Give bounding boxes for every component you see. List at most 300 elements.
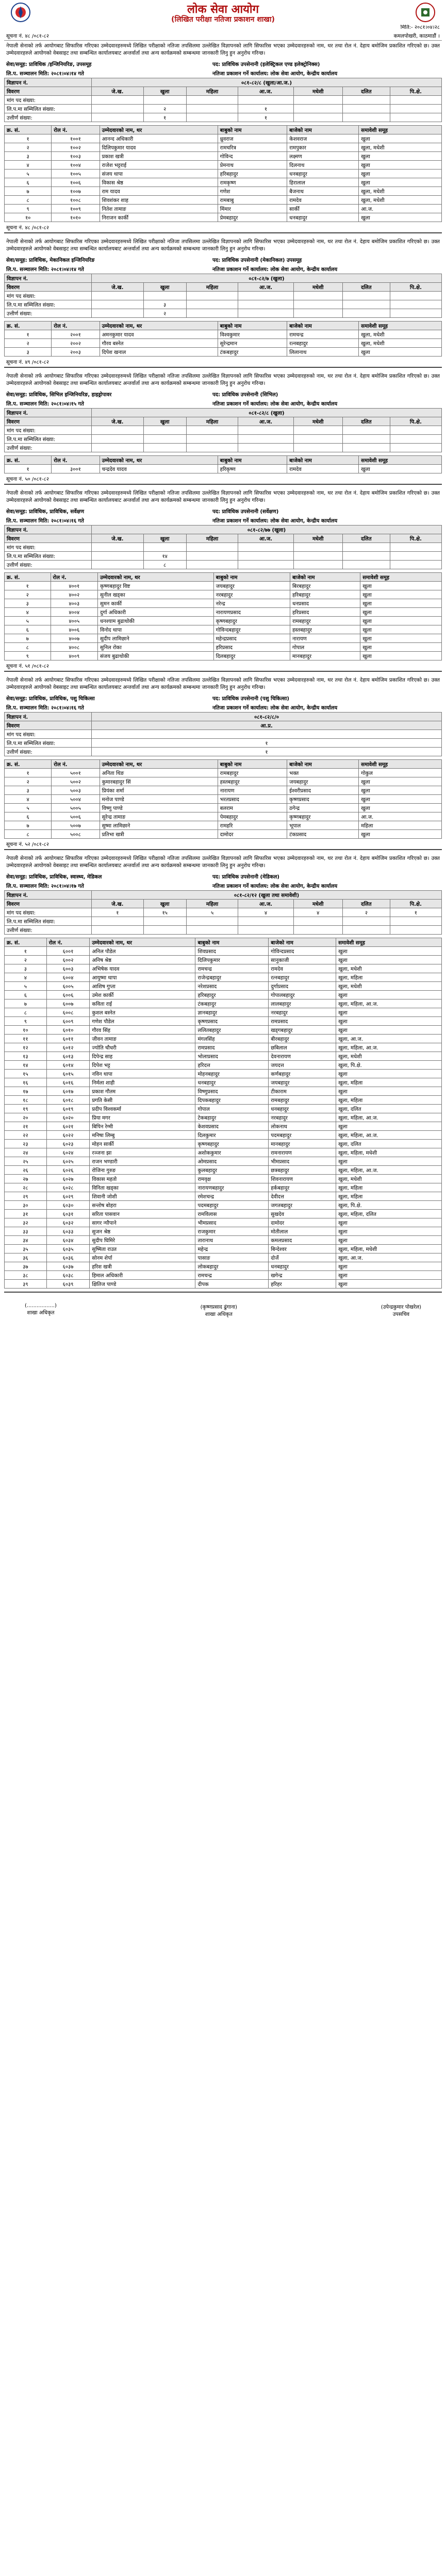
section-header <box>4 389 442 399</box>
vacancy-cell <box>92 292 144 300</box>
table-row <box>5 1157 442 1166</box>
candidate-cell: रामप्रसाद <box>195 1043 269 1052</box>
candidate-cell: ६०२८ <box>46 1183 90 1192</box>
notice-line <box>4 31 442 41</box>
candidate-cell: खुला <box>360 590 442 599</box>
candidate-cell: ६०१८ <box>46 1096 90 1105</box>
candidate-cell: हरिकृष्ण <box>218 465 287 473</box>
candidate-cell: ६ <box>5 991 47 999</box>
intro-paragraph: नेपाली सेनाको तर्फ आयोगबाट सिफारिस गरिएका उम्मेदवारहरुमध्ये लिखित परीक्षाको नतिजा तपसिलमा उल्लेखित विज्ञापनको लागि सिफारिस भएका उम्मेदवारहरुको नाम, थर तथा रोल नं. देहाय बमोजिम प्रकाशित गरिएको छ। उक्त उम्मेदवारहरुले आयोगको वेबसाइट तथा सम्बन्धित कार्यालयबाट अन्तर्वार्ता तथा अन्य कार्यक्रमको सम्बन्धमा जानकारी लिनु हुन अनुरोध गरिन्छ। <box>6 490 440 503</box>
vacancy-cell: १४ <box>143 552 186 561</box>
candidate-cell: मोहन सार्की <box>90 1140 195 1148</box>
adv-number: ०८१-८२/८ (खुला/आ.ज.) <box>92 78 442 87</box>
candidate-cell: खुला <box>336 991 442 999</box>
candidate-table <box>4 125 442 222</box>
candidate-cell: सुमन कार्की <box>98 599 214 608</box>
vacancy-cell <box>342 561 390 569</box>
candidate-cell: बीरबहादुर <box>269 1035 336 1043</box>
candidate-cell: रामचरित्र <box>218 143 287 152</box>
vacancy-col-header: विवरण <box>5 721 92 730</box>
candidate-cell: रामचन्द्र <box>195 1271 269 1280</box>
vacancy-cell <box>143 426 186 435</box>
vacancy-row <box>5 96 442 105</box>
table-row <box>5 1183 442 1192</box>
vacancy-cell <box>293 96 342 105</box>
candidate-cell: जयबहादुर <box>269 1078 336 1087</box>
candidate-col-header: बाबुको नाम <box>213 573 290 582</box>
vacancy-col-header: मधेशी <box>293 534 342 543</box>
candidate-cell: ४००४ <box>51 608 98 617</box>
candidate-cell: विनोद थापा <box>98 625 214 634</box>
candidate-cell: नरबहादुर <box>269 1008 336 1017</box>
candidate-cell: खुला <box>359 795 442 804</box>
candidate-cell: खगेन्द्र <box>269 1271 336 1280</box>
vacancy-cell: १ <box>390 908 441 917</box>
table-row <box>5 964 442 973</box>
footer-notice: सूचना नं. ५२ /०८१-८२ <box>6 842 49 848</box>
candidate-cell: खुला <box>360 617 442 625</box>
candidate-cell: हरिश खत्री <box>90 1262 195 1271</box>
vacancy-cell: उत्तीर्ण संख्या: <box>5 926 92 935</box>
section-header-2 <box>4 703 442 712</box>
vacancy-cell <box>238 543 293 552</box>
emblem-right-icon <box>415 2 436 23</box>
vacancy-cell <box>293 113 342 122</box>
candidate-cell: रामचन्द्र <box>287 330 359 339</box>
candidate-col-header: रोल नं. <box>52 760 100 769</box>
candidate-cell: ४ <box>5 795 52 804</box>
table-row <box>5 634 442 643</box>
candidate-cell: खुला <box>336 1070 442 1078</box>
vacancy-cell <box>293 309 342 318</box>
section-header <box>4 255 442 264</box>
candidate-col-header: समावेशी समूह <box>359 456 442 465</box>
vacancy-col-header: विवरण <box>5 900 92 908</box>
candidate-cell: सुरेन्द्रमान <box>218 339 287 348</box>
table-row <box>5 1210 442 1218</box>
candidate-cell: प्रकाश गौतम <box>90 1087 195 1096</box>
vacancy-cell <box>390 292 441 300</box>
candidate-cell: खुला, आ.ज. <box>336 1035 442 1043</box>
candidate-cell: खुला, महिला <box>336 1096 442 1105</box>
vacancy-cell: उत्तीर्ण संख्या: <box>5 748 92 756</box>
candidate-col-header: रोल नं. <box>52 126 100 134</box>
vacancy-table <box>4 408 442 452</box>
candidate-cell: खुला, मधेशी <box>336 982 442 991</box>
candidate-cell: प्रकाश खत्री <box>100 152 218 161</box>
candidate-cell: २ <box>5 777 52 786</box>
vacancy-cell <box>186 917 238 926</box>
result-office: नतिजा प्रकाशन गर्ने कार्यालय: लोक सेवा आयोग, केन्द्रीय कार्यालय <box>212 705 338 711</box>
candidate-col-header: बाबुको नाम <box>218 321 287 330</box>
candidate-cell: हरिबहादुर <box>195 991 269 999</box>
candidate-cell: ३४ <box>5 1236 47 1245</box>
table-row <box>5 152 442 161</box>
candidate-cell: २४ <box>5 1148 47 1157</box>
candidate-cell: १००३ <box>52 152 100 161</box>
table-row <box>5 821 442 830</box>
candidate-cell: केशवराज <box>287 134 359 143</box>
vacancy-cell <box>238 300 293 309</box>
vacancy-col-header: खुला <box>143 534 186 543</box>
result-office: नतिजा प्रकाशन गर्ने कार्यालय: लोक सेवा आयोग, केन्द्रीय कार्यालय <box>212 884 338 889</box>
exam-date: लि.प. सञ्चालन मिति: २०८१।०४।१६ गते <box>6 518 84 524</box>
vacancy-cell <box>238 926 293 935</box>
candidate-cell: ९ <box>5 1017 47 1026</box>
candidate-cell: दामोदर <box>218 830 287 839</box>
candidate-col-header: रोल नं. <box>46 938 90 947</box>
candidate-cell: गौरव सिंह <box>90 1026 195 1035</box>
candidate-cell: १००७ <box>52 187 100 196</box>
vacancy-col-header: विवरण <box>5 534 92 543</box>
vacancy-col-header: विवरण <box>5 87 92 96</box>
candidate-cell: ६०२५ <box>46 1157 90 1166</box>
vacancy-col-header: विवरण <box>5 283 92 292</box>
candidate-cell: ओमप्रसाद <box>195 1157 269 1166</box>
vacancy-col-header: खुला <box>143 417 186 426</box>
vacancy-cell: मांग पद संख्या: <box>5 96 92 105</box>
vacancy-cell: मांग पद संख्या: <box>5 730 92 739</box>
candidate-cell: केशवप्रसाद <box>195 1122 269 1131</box>
candidate-cell: अमनकुमार यादव <box>100 330 218 339</box>
candidate-col-header: उम्मेदवारको नाम, थर <box>100 126 218 134</box>
candidate-cell: बिन्देश्वर <box>269 1245 336 1253</box>
vacancy-adv-row <box>5 78 442 87</box>
result-office: नतिजा प्रकाशन गर्ने कार्यालय: लोक सेवा आयोग, केन्द्रीय कार्यालय <box>212 71 338 77</box>
candidate-cell: आयुष्मा थापा <box>90 973 195 982</box>
candidate-cell: खुला, आ.ज. <box>336 1253 442 1262</box>
table-row <box>5 1227 442 1236</box>
table-row <box>5 1113 442 1122</box>
candidate-cell: संजय बुढाथोकी <box>98 652 214 660</box>
candidate-cell: १००९ <box>52 205 100 213</box>
vacancy-cell <box>342 552 390 561</box>
candidate-col-header: समावेशी समूह <box>359 126 442 134</box>
vacancy-cell <box>342 309 390 318</box>
candidate-cell: १ <box>5 947 47 956</box>
post-name: पद: प्राविधिक उपसेनानी (पशु चिकित्सा) <box>212 696 290 702</box>
vacancy-col-header: मधेशी <box>293 87 342 96</box>
table-row <box>5 1253 442 1262</box>
candidate-cell: नरबहादुर <box>213 590 290 599</box>
vacancy-adv-row <box>5 409 442 417</box>
vacancy-cell <box>186 426 238 435</box>
vacancy-cell <box>390 552 441 561</box>
candidate-cell: ६०२७ <box>46 1175 90 1183</box>
vacancy-col-header: विवरण <box>5 417 92 426</box>
vacancy-col-header: दलित <box>342 417 390 426</box>
candidate-cell: टीकाराम <box>269 1087 336 1096</box>
vacancy-cell <box>186 292 238 300</box>
candidate-cell: सुनील खड्का <box>98 590 214 599</box>
table-row <box>5 769 442 777</box>
result-section <box>4 488 442 672</box>
table-row <box>5 1096 442 1105</box>
candidate-cell: ३५ <box>5 1245 47 1253</box>
candidate-cell: नारायणबहादुर <box>195 1183 269 1192</box>
table-row <box>5 1148 442 1157</box>
candidate-cell: अभिषेक यादव <box>90 964 195 973</box>
candidate-cell: बिरबहादुर <box>290 582 360 590</box>
table-row <box>5 1280 442 1289</box>
vacancy-col-header: दलित <box>342 87 390 96</box>
vacancy-col-header: महिला <box>186 900 238 908</box>
vacancy-table <box>4 274 442 318</box>
candidate-cell: धनश्याम बुढाथोकी <box>98 617 214 625</box>
candidate-cell: रामकृष्ण <box>218 178 287 187</box>
candidate-cell: ३ <box>5 786 52 795</box>
candidate-cell: ६०१४ <box>46 1061 90 1070</box>
candidate-col-header: उम्मेदवारको नाम, थर <box>100 321 218 330</box>
office-location: कमलपोखरी, काठमाडौं । <box>393 33 440 39</box>
candidate-cell: २६ <box>5 1166 47 1175</box>
vacancy-cell <box>342 426 390 435</box>
vacancy-header-row <box>5 534 442 543</box>
vacancy-col-header: आ.ज. <box>238 417 293 426</box>
candidate-cell: खुला, महिला, आ.ज. <box>336 1043 442 1052</box>
vacancy-cell <box>293 292 342 300</box>
vacancy-col-header: जे.ख. <box>92 534 144 543</box>
vacancy-col-header: आ.प्र. <box>92 721 442 730</box>
vacancy-cell: उत्तीर्ण संख्या: <box>5 113 92 122</box>
candidate-cell: कुशल बस्नेत <box>90 1008 195 1017</box>
candidate-cell: कृष्णबहादुर विष्ट <box>98 582 214 590</box>
candidate-cell: खुला, मधेशी <box>359 330 442 339</box>
candidate-cell: खुला <box>360 652 442 660</box>
candidate-header-row <box>5 573 442 582</box>
table-row <box>5 1070 442 1078</box>
candidate-cell: ३८ <box>5 1271 47 1280</box>
candidate-cell: मिंमार <box>218 205 287 213</box>
candidate-cell: ३३ <box>5 1227 47 1236</box>
vacancy-cell: लि.प.मा सम्मिलित संख्या: <box>5 300 92 309</box>
candidate-cell: दुर्गा अधिकारी <box>98 608 214 617</box>
vacancy-cell <box>390 543 441 552</box>
vacancy-cell: २ <box>143 309 186 318</box>
vacancy-cell <box>238 552 293 561</box>
table-row <box>5 1008 442 1017</box>
table-row <box>5 1131 442 1140</box>
candidate-cell: ६ <box>5 812 52 821</box>
post-name: पद: प्राविधिक उपसेनानी (मेडिकल) <box>212 874 280 880</box>
candidate-cell: छत्रबहादुर <box>269 1166 336 1175</box>
table-row <box>5 170 442 178</box>
candidate-cell: ४००९ <box>51 652 98 660</box>
candidate-cell: नरबहादुर <box>269 1113 336 1122</box>
candidate-cell: ललितबहादुर <box>195 1026 269 1035</box>
vacancy-cell: ५ <box>186 908 238 917</box>
candidate-cell: आ.ज. <box>359 812 442 821</box>
candidate-cell: लिलानाथ <box>287 348 359 357</box>
vacancy-cell <box>92 300 144 309</box>
table-row <box>5 1201 442 1210</box>
candidate-cell: २००२ <box>52 339 100 348</box>
candidate-cell: मोहनबहादुर <box>195 1070 269 1078</box>
candidate-cell: कुमारबहादुर सिं <box>100 777 218 786</box>
vacancy-cell <box>293 926 342 935</box>
vacancy-col-header: जे.ख. <box>92 283 144 292</box>
vacancy-col-header: आ.ज. <box>238 283 293 292</box>
candidate-cell: कमलप्रसाद <box>269 1236 336 1245</box>
candidate-cell: १००१ <box>52 134 100 143</box>
candidate-col-header: क्र. सं. <box>5 573 51 582</box>
candidate-cell: खुला <box>336 1236 442 1245</box>
candidate-cell: २७ <box>5 1175 47 1183</box>
vacancy-cell <box>293 561 342 569</box>
vacancy-row <box>5 444 442 452</box>
candidate-cell: १००८ <box>52 196 100 205</box>
candidate-cell: विष्णुप्रसाद <box>195 1087 269 1096</box>
candidate-cell: ६०१६ <box>46 1078 90 1087</box>
candidate-cell: गोपाल <box>195 1105 269 1113</box>
candidate-cell: बिपिन रेग्मी <box>90 1122 195 1131</box>
candidate-col-header: बाजेको नाम <box>287 760 359 769</box>
candidate-cell: धनप्रसाद <box>290 599 360 608</box>
candidate-cell: रामचन्द्र <box>195 964 269 973</box>
candidate-col-header: उम्मेदवारको नाम, थर <box>100 760 218 769</box>
candidate-cell: प्रिया मगर <box>90 1113 195 1122</box>
candidate-cell: ६०२४ <box>46 1148 90 1157</box>
candidate-cell: ठगेन्द्र <box>287 804 359 812</box>
intro-paragraph: नेपाली सेनाको तर्फ आयोगबाट सिफारिस गरिएका उम्मेदवारहरुमध्ये लिखित परीक्षाको नतिजा तपसिलमा उल्लेखित विज्ञापनको लागि सिफारिस भएका उम्मेदवारहरुको नाम, थर तथा रोल नं. देहाय बमोजिम प्रकाशित गरिएको छ। उक्त उम्मेदवारहरुले आयोगको वेबसाइट तथा सम्बन्धित कार्यालयबाट अन्तर्वार्ता तथा अन्य कार्यक्रमको सम्बन्धमा जानकारी लिनु हुन अनुरोध गरिन्छ। <box>6 43 440 56</box>
candidate-cell: ६०१७ <box>46 1087 90 1096</box>
candidate-cell: खुला, मधेशी <box>336 964 442 973</box>
candidate-cell: ५००१ <box>52 769 100 777</box>
candidate-cell: रत्नबहादुर <box>269 973 336 982</box>
vacancy-cell: २ <box>342 908 390 917</box>
candidate-cell: खुला <box>359 465 442 473</box>
vacancy-cell <box>293 444 342 452</box>
candidate-table <box>4 938 442 1289</box>
section-footer <box>4 839 442 850</box>
candidate-cell: ३ <box>5 152 52 161</box>
result-section <box>4 371 442 485</box>
candidate-cell: १ <box>5 582 51 590</box>
table-row <box>5 1078 442 1087</box>
candidate-cell: सानुकाजी <box>269 956 336 964</box>
candidate-cell: दिलिपकुमार यादव <box>100 143 218 152</box>
candidate-header-row <box>5 126 442 134</box>
candidate-cell: धनबहादुर <box>269 1262 336 1271</box>
vacancy-header-row <box>5 87 442 96</box>
vacancy-cell <box>92 926 144 935</box>
vacancy-cell: लि.प.मा सम्मिलित संख्या: <box>5 917 92 926</box>
candidate-cell: ३ <box>5 599 51 608</box>
section-footer <box>4 473 442 485</box>
table-row <box>5 1052 442 1061</box>
vacancy-col-header: पि.क्षे. <box>390 534 441 543</box>
vacancy-row <box>5 739 442 748</box>
candidate-cell: धनबहादुर <box>287 213 359 222</box>
candidate-cell: २९ <box>5 1192 47 1201</box>
candidate-cell: ५००२ <box>52 777 100 786</box>
candidate-cell: अनिल पौडेल <box>90 947 195 956</box>
candidate-cell: सुदीप घिमिरे <box>90 1236 195 1245</box>
candidate-cell: ६०११ <box>46 1035 90 1043</box>
candidate-cell: ७ <box>5 821 52 830</box>
candidate-cell: पेमबहादुर <box>218 812 287 821</box>
candidate-cell: टंकप्रसाद <box>287 830 359 839</box>
candidate-cell: खुला, महिला <box>336 1078 442 1087</box>
candidate-table <box>4 455 442 473</box>
candidate-col-header: बाबुको नाम <box>218 456 287 465</box>
candidate-cell: भरतप्रसाद <box>218 795 287 804</box>
adv-label: विज्ञापन नं. <box>5 526 92 534</box>
candidate-cell: ६०१३ <box>46 1052 90 1061</box>
candidate-cell: १००५ <box>52 170 100 178</box>
vacancy-cell <box>186 552 238 561</box>
candidate-cell: प्रियंका शर्मा <box>100 786 218 795</box>
candidate-cell: क्षितिज पाण्डे <box>90 1280 195 1289</box>
vacancy-cell: मांग पद संख्या: <box>5 292 92 300</box>
candidate-cell: सोनम शेर्पा <box>90 1253 195 1262</box>
result-office: नतिजा प्रकाशन गर्ने कार्यालय: लोक सेवा आयोग, केन्द्रीय कार्यालय <box>212 518 338 524</box>
candidate-col-header: बाजेको नाम <box>269 938 336 947</box>
candidate-cell: २ <box>5 339 52 348</box>
candidate-cell: खुला, महिला, आ.ज. <box>336 1166 442 1175</box>
candidate-cell: १ <box>5 465 52 473</box>
vacancy-cell <box>293 435 342 444</box>
candidate-cell: ६०२३ <box>46 1140 90 1148</box>
table-row <box>5 161 442 170</box>
service-group: सेवा/समूह: प्राविधिक, प्राविधिक, स्वास्थ्य, मेडिकल <box>6 874 102 880</box>
candidate-cell: ११ <box>5 1035 47 1043</box>
candidate-cell: ४००३ <box>51 599 98 608</box>
vacancy-cell <box>92 543 144 552</box>
candidate-cell: खुला <box>359 161 442 170</box>
candidate-header-row <box>5 456 442 465</box>
vacancy-cell <box>238 561 293 569</box>
candidate-cell: रोजिना गुरुङ <box>90 1166 195 1175</box>
candidate-cell: कर्णबहादुर <box>269 1070 336 1078</box>
candidate-cell: १००६ <box>52 178 100 187</box>
adv-label: विज्ञापन नं. <box>5 274 92 283</box>
table-row <box>5 178 442 187</box>
candidate-cell: ५ <box>5 804 52 812</box>
table-row <box>5 590 442 599</box>
candidate-col-header: क्र. सं. <box>5 938 47 947</box>
candidate-col-header: क्र. सं. <box>5 126 52 134</box>
candidate-cell: ८ <box>5 1008 47 1017</box>
vacancy-cell <box>143 435 186 444</box>
exam-date: लि.प. सञ्चालन मिति: २०८१।०४।१५ गते <box>6 401 84 407</box>
candidate-table <box>4 572 442 660</box>
candidate-cell: ४००८ <box>51 643 98 652</box>
candidate-cell: कृष्णप्रसाद <box>195 1017 269 1026</box>
candidate-cell: महेन्द्र <box>195 1245 269 1253</box>
candidate-cell: खड्गबहादुर <box>269 1026 336 1035</box>
candidate-cell: मोतीलाल <box>269 1227 336 1236</box>
candidate-cell: भूपाल <box>287 821 359 830</box>
sections-container <box>4 41 442 1293</box>
candidate-cell: ३६ <box>5 1253 47 1262</box>
candidate-cell: ६०२६ <box>46 1166 90 1175</box>
candidate-cell: ६००७ <box>46 999 90 1008</box>
table-row <box>5 617 442 625</box>
table-row <box>5 777 442 786</box>
table-row <box>5 143 442 152</box>
candidate-cell: १० <box>5 213 52 222</box>
signature-3-name: (उपेन्द्रकुमार पोखरेल) <box>381 1304 421 1310</box>
candidate-cell: १४ <box>5 1061 47 1070</box>
signature-1-role: शाखा अधिकृत <box>27 1310 55 1316</box>
candidate-cell: खुला <box>336 1008 442 1017</box>
candidate-col-header: उम्मेदवारको नाम, थर <box>98 573 214 582</box>
section-footer <box>4 357 442 368</box>
candidate-cell: ईश्वरीप्रसाद <box>287 786 359 795</box>
candidate-cell: २१ <box>5 1122 47 1131</box>
signature-block <box>4 1296 442 1319</box>
